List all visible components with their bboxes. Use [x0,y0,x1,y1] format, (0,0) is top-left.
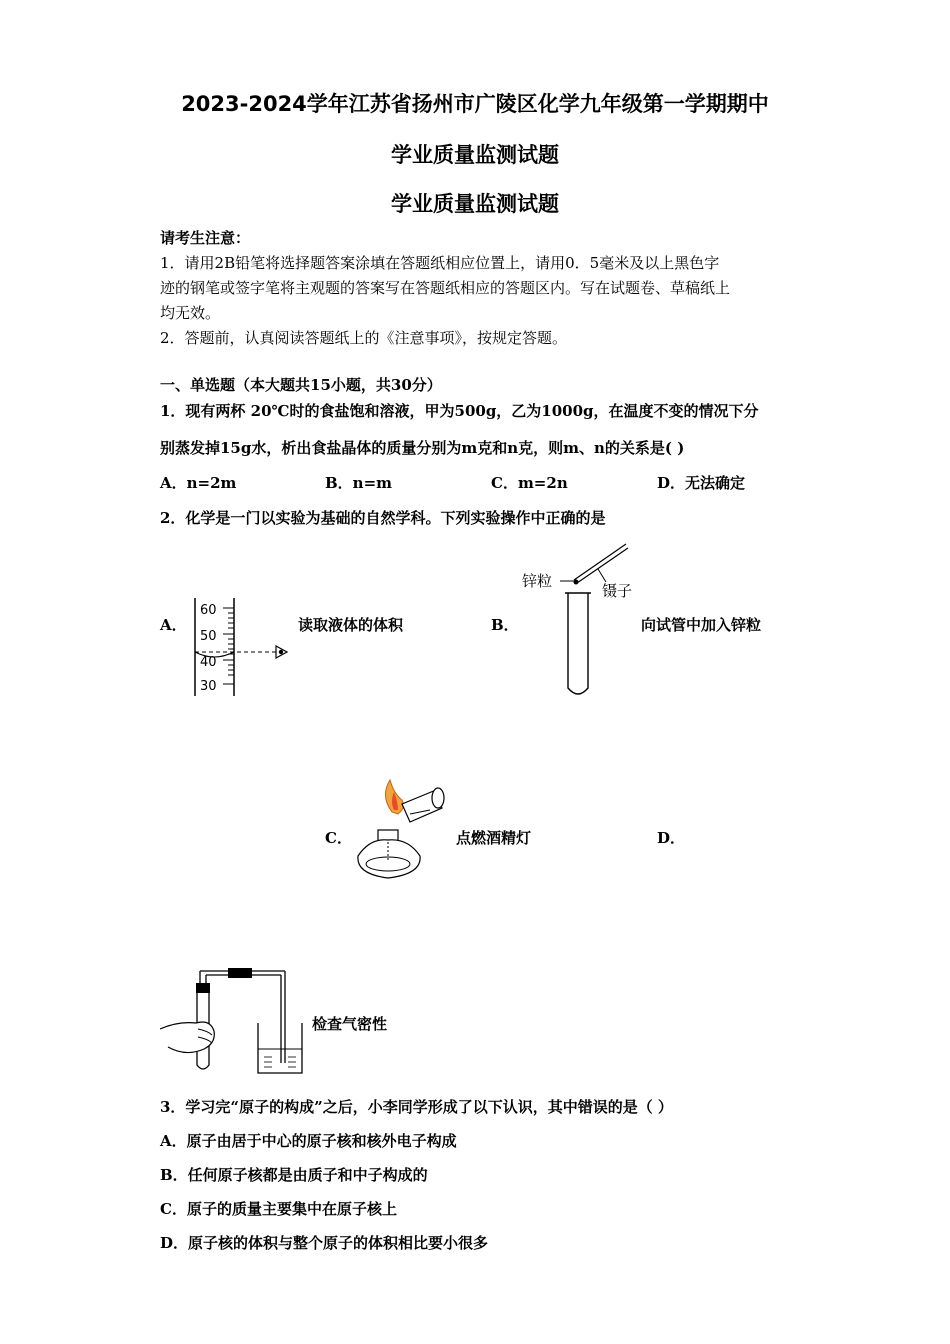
q2-option-d-label: D． [657,829,686,847]
exam-title-line3: 学业质量监测试题 [391,192,559,216]
q3-stem: 3．学习完“原子的构成”之后，小李同学形成了以下认识，其中错误的是（ ） [160,1098,673,1116]
notice-item1-line3: 均无效。 [160,304,221,322]
q2-option-a-label: A． [160,616,187,634]
q2-stem: 2．化学是一门以实验为基础的自然学科。下列实验操作中正确的是 [160,509,606,527]
q1-option-b: B．n=m [325,474,393,492]
exam-title-line2: 学业质量监测试题 [391,143,559,167]
beaker [258,1023,302,1073]
q2-option-b-caption: 向试管中加入锌粒 [641,616,762,634]
cylinder-tick-label: 50 [200,629,217,644]
q2-option-a-caption: 读取液体的体积 [298,616,404,634]
section-heading: 一、单选题（本大题共15小题，共30分） [160,376,442,394]
q1-stem-line2: 别蒸发掉15g水，析出食盐晶体的质量分别为m克和n克，则m、n的关系是( ) [160,439,685,457]
q1-option-c: C．m=2n [491,474,568,492]
zinc-label: 锌粒 [522,572,553,590]
airtightness-check-illustration [160,965,310,1077]
zinc-granule [574,580,579,585]
q2-option-c-caption: 点燃酒精灯 [456,829,532,847]
alcohol-lamp-illustration [350,778,450,886]
q2-option-d-caption: 检查气密性 [312,1015,388,1033]
q2-option-c-label: C． [325,829,352,847]
q2-option-b-label: B． [491,616,519,634]
q1-stem-line1: 1．现有两杯 20℃时的食盐饱和溶液，甲为500g，乙为1000g，在温度不变的情况下分 [160,402,759,420]
notice-heading: 请考生注意： [160,229,251,247]
q3-option-d: D．原子核的体积与整个原子的体积相比要小很多 [160,1234,489,1252]
rubber-stopper [196,983,210,993]
graduated-cylinder-illustration [190,596,295,700]
q3-option-c: C．原子的质量主要集中在原子核上 [160,1200,397,1218]
q1-option-a: A．n=2m [160,474,237,492]
q3-option-a: A．原子由居于中心的原子核和核外电子构成 [160,1132,457,1150]
q3-option-b: B．任何原子核都是由质子和中子构成的 [160,1166,428,1184]
cylinder-tick-label: 60 [200,603,217,618]
test-tube-zinc-illustration [520,538,640,702]
notice-item1-line1: 1．请用2B铅笔将选择题答案涂填在答题纸相应位置上，请用0．5毫米及以上黑色字 [160,254,720,272]
hand-icon [160,1022,214,1053]
notice-item2: 2．答题前，认真阅读答题纸上的《注意事项》，按规定答题。 [160,329,568,347]
cylinder-tick-label: 40 [200,655,217,670]
notice-item1-line2: 迹的钢笔或签字笔将主观题的答案写在答题纸相应的答题区内。写在试题卷、草稿纸上 [160,279,731,297]
cylinder-tick-label: 30 [200,679,217,694]
exam-title-line1: 2023-2024学年江苏省扬州市广陵区化学九年级第一学期期中 [181,92,769,116]
tweezers-label: 镊子 [602,582,633,600]
q1-option-d: D．无法确定 [657,474,746,492]
